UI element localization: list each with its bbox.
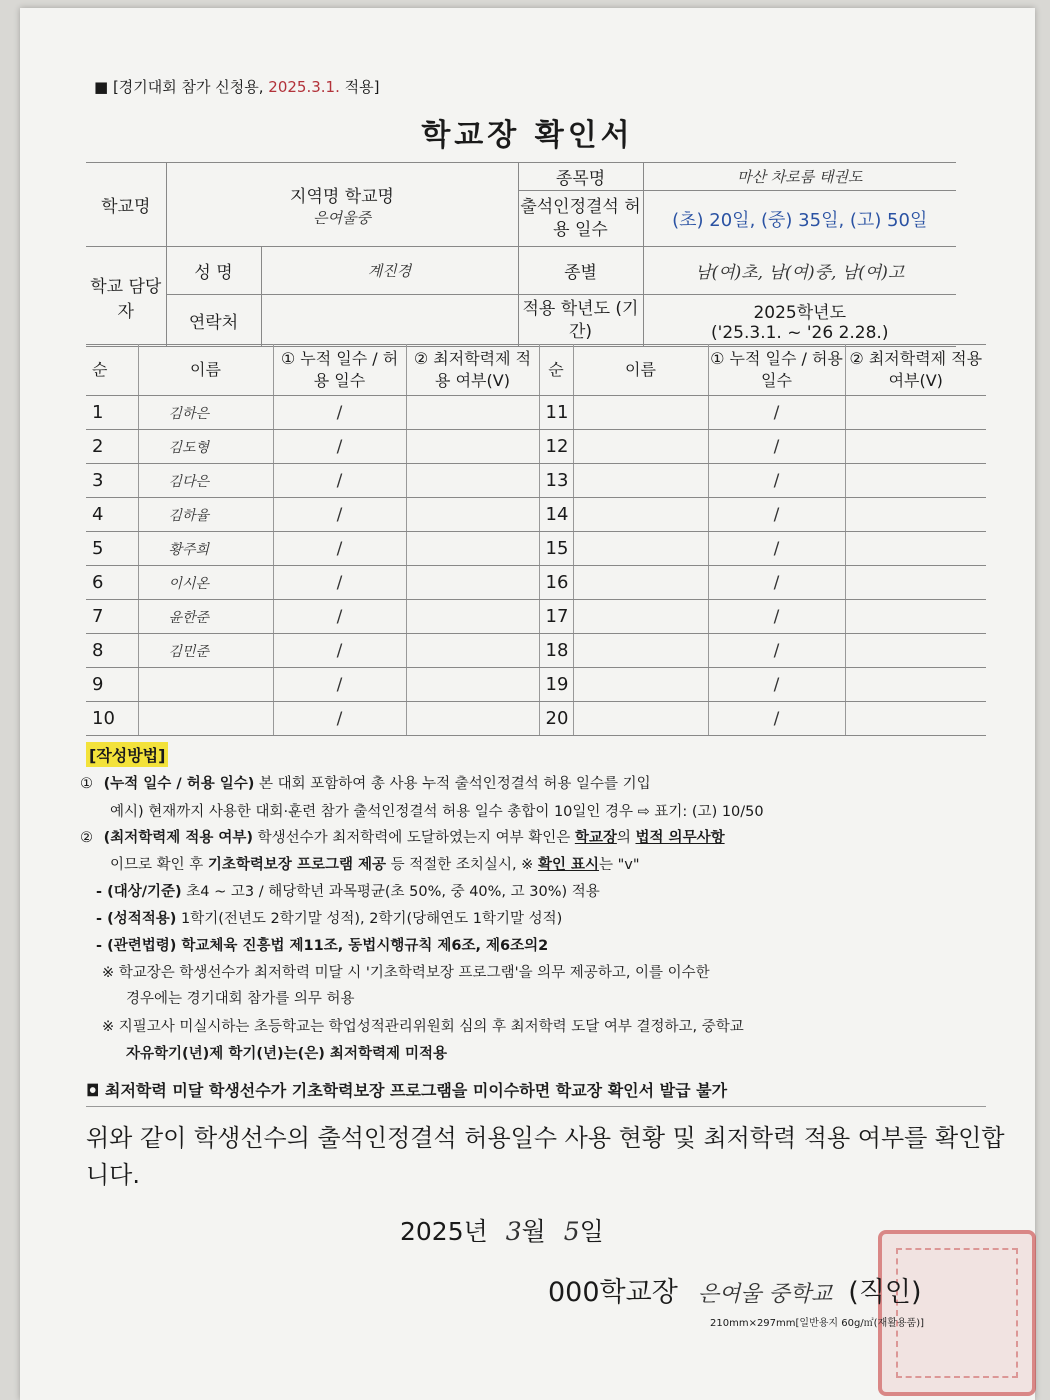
row-number: 4	[86, 498, 138, 532]
col-min-right: ② 최저학력제 적용 여부(V)	[845, 345, 986, 396]
row-days: /	[708, 634, 845, 668]
col-days-right: ① 누적 일수 / 허용 일수	[708, 345, 845, 396]
manager-label: 학교 담당자	[86, 247, 166, 347]
divider	[86, 1106, 986, 1107]
howto-line-9: 경우에는 경기대회 참가를 의무 허용	[126, 991, 355, 1007]
col-name-right: 이름	[573, 345, 708, 396]
row-days: /	[708, 498, 845, 532]
row-min	[406, 702, 539, 736]
row-min	[406, 498, 539, 532]
row-name	[138, 668, 273, 702]
year-range: ('25.3.1. ~ '26 2.28.)	[711, 323, 889, 343]
howto-line-5: - (대상/기준) 초4 ~ 고3 / 해당학년 과목평균(초 50%, 중 40%, 고 30%) 적용	[96, 884, 600, 900]
row-name: 김다은	[138, 464, 273, 498]
col-no-right: 순	[539, 345, 573, 396]
signature-line	[548, 1270, 922, 1309]
row-number: 15	[539, 532, 573, 566]
row-days: /	[708, 464, 845, 498]
row-number: 16	[539, 566, 573, 600]
school-label: 학교명	[86, 163, 166, 247]
absence-value: (초) 20일, (중) 35일, (고) 50일	[643, 191, 956, 247]
row-min	[845, 498, 986, 532]
info-table	[86, 162, 956, 347]
row-name: 이시온	[138, 566, 273, 600]
row-min	[845, 566, 986, 600]
row-min	[406, 600, 539, 634]
year-value: 2025학년도	[753, 303, 847, 323]
row-min	[845, 532, 986, 566]
row-name	[573, 600, 708, 634]
col-name-left: 이름	[138, 345, 273, 396]
howto-line-1: ① (누적 일수 / 허용 일수) 본 대회 포함하여 총 사용 누적 출석인정결석 허용 일수를 기입	[80, 776, 651, 792]
name-value: 계진경	[261, 247, 518, 295]
event-value: 마산 차로룸 태권도	[643, 163, 956, 191]
row-days: /	[708, 430, 845, 464]
row-number: 5	[86, 532, 138, 566]
row-name	[573, 566, 708, 600]
year-cell	[643, 295, 956, 347]
howto-line-7: - (관련법령) 학교체육 진흥법 제11조, 동법시행규칙 제6조, 제6조의2	[96, 938, 549, 954]
document-title: 학교장 확인서	[421, 118, 634, 153]
table-row	[86, 600, 986, 634]
roster-body	[86, 396, 986, 736]
row-days: /	[273, 668, 406, 702]
contact-label: 연락처	[166, 295, 261, 347]
row-days: /	[708, 668, 845, 702]
row-name	[573, 430, 708, 464]
row-min	[845, 702, 986, 736]
official-seal	[878, 1230, 1036, 1396]
name-label: 성 명	[166, 247, 261, 295]
category-label: 종별	[518, 247, 643, 295]
school-cell	[166, 163, 518, 247]
row-min	[406, 566, 539, 600]
row-min	[845, 430, 986, 464]
col-days-left: ① 누적 일수 / 허용 일수	[273, 345, 406, 396]
row-days: /	[708, 566, 845, 600]
row-number: 10	[86, 702, 138, 736]
row-days: /	[273, 702, 406, 736]
row-min	[845, 634, 986, 668]
contact-value	[261, 295, 518, 347]
col-min-left: ② 최저학력제 적용 여부(V)	[406, 345, 539, 396]
table-row	[86, 532, 986, 566]
header-note-prefix: ■ [경기대회 참가 신청용,	[94, 78, 269, 96]
table-row	[86, 702, 986, 736]
row-days: /	[708, 702, 845, 736]
row-days: /	[273, 430, 406, 464]
row-name	[573, 634, 708, 668]
row-days: /	[273, 600, 406, 634]
signature-date: 2025년 3월 5일	[400, 1217, 604, 1246]
row-days: /	[273, 532, 406, 566]
row-number: 8	[86, 634, 138, 668]
warning-line: ◘ 최저학력 미달 학생선수가 기초학력보장 프로그램을 미이수하면 학교장 확인서 발급 불가	[86, 1081, 728, 1100]
row-number: 2	[86, 430, 138, 464]
row-number: 14	[539, 498, 573, 532]
howto-title: [작성방법]	[86, 742, 168, 767]
howto-line-2: 예시) 현재까지 사용한 대회·훈련 참가 출석인정결석 허용 일수 총합이 10일인 경우 ⇨ 표기: (고) 10/50	[110, 804, 764, 820]
row-number: 9	[86, 668, 138, 702]
howto-line-10: ※ 지필고사 미실시하는 초등학교는 학업성적관리위원회 심의 후 최저학력 도달 여부 결정하고, 중학교	[102, 1019, 744, 1035]
principal-label: 000학교장	[548, 1277, 678, 1308]
seal-label: (직인)	[848, 1277, 922, 1308]
header-note	[94, 76, 379, 97]
row-name: 김민준	[138, 634, 273, 668]
row-days: /	[273, 464, 406, 498]
row-name	[138, 702, 273, 736]
header-note-suffix: 적용]	[339, 78, 380, 96]
row-min	[406, 430, 539, 464]
row-number: 6	[86, 566, 138, 600]
category-value: 남(여)초, 남(여)중, 남(여)고	[643, 247, 956, 295]
table-row	[86, 430, 986, 464]
year-label: 적용 학년도 (기간)	[518, 295, 643, 347]
row-min	[406, 396, 539, 430]
table-row	[86, 566, 986, 600]
row-number: 3	[86, 464, 138, 498]
howto-line-4: 이므로 확인 후 기초학력보장 프로그램 제공 등 적절한 조치실시, ※ 확인 표시는 "v"	[110, 857, 640, 873]
row-number: 18	[539, 634, 573, 668]
school-handwritten: 은여울 중학교	[697, 1282, 833, 1307]
row-name	[573, 668, 708, 702]
row-days: /	[273, 498, 406, 532]
roster-table	[86, 344, 986, 736]
row-min	[845, 668, 986, 702]
row-days: /	[708, 396, 845, 430]
absence-label: 출석인정결석 허용 일수	[518, 191, 643, 247]
row-min	[406, 464, 539, 498]
row-min	[845, 396, 986, 430]
howto-line-6: - (성적적용) 1학기(전년도 2학기말 성적), 2학기(당해연도 1학기말 성적)	[96, 911, 563, 927]
row-number: 1	[86, 396, 138, 430]
row-name	[573, 396, 708, 430]
howto-line-3: ② (최저학력제 적용 여부) 학생선수가 최저학력에 도달하였는지 여부 확인은 학교장의 법적 의무사항	[80, 830, 725, 846]
row-name	[573, 498, 708, 532]
row-name: 김도형	[138, 430, 273, 464]
row-min	[845, 464, 986, 498]
region-school-label: 지역명 학교명	[290, 186, 394, 207]
howto-line-8: ※ 학교장은 학생선수가 최저학력 미달 시 '기초학력보장 프로그램'을 의무 제공하고, 이를 이수한	[102, 965, 710, 981]
row-name: 김하은	[138, 396, 273, 430]
row-name: 윤한준	[138, 600, 273, 634]
row-days: /	[708, 532, 845, 566]
row-min	[406, 532, 539, 566]
table-row	[86, 464, 986, 498]
row-min	[406, 668, 539, 702]
row-number: 13	[539, 464, 573, 498]
header-note-date: 2025.3.1.	[268, 78, 340, 96]
document-page	[20, 8, 1035, 1400]
row-number: 7	[86, 600, 138, 634]
row-min	[845, 600, 986, 634]
row-name	[573, 464, 708, 498]
howto-line-11: 자유학기(년)제 학기(년)는(은) 최저학력제 미적용	[126, 1046, 448, 1062]
region-school-value: 은여울중	[313, 208, 371, 227]
row-number: 11	[539, 396, 573, 430]
table-row	[86, 498, 986, 532]
row-name	[573, 702, 708, 736]
col-no-left: 순	[86, 345, 138, 396]
row-days: /	[708, 600, 845, 634]
row-days: /	[273, 566, 406, 600]
table-row	[86, 396, 986, 430]
row-number: 12	[539, 430, 573, 464]
event-label: 종목명	[518, 163, 643, 191]
row-name: 김하율	[138, 498, 273, 532]
statement: 위와 같이 학생선수의 출석인정결석 허용일수 사용 현황 및 최저학력 적용 여부를 확인합니다.	[86, 1124, 1005, 1190]
row-number: 17	[539, 600, 573, 634]
row-number: 19	[539, 668, 573, 702]
row-number: 20	[539, 702, 573, 736]
paper-spec-footer: 210mm×297mm[일반용지 60g/㎡(재활용품)]	[710, 1318, 925, 1329]
table-row	[86, 668, 986, 702]
table-row	[86, 634, 986, 668]
row-min	[406, 634, 539, 668]
row-days: /	[273, 396, 406, 430]
row-days: /	[273, 634, 406, 668]
row-name	[573, 532, 708, 566]
row-name: 황주희	[138, 532, 273, 566]
